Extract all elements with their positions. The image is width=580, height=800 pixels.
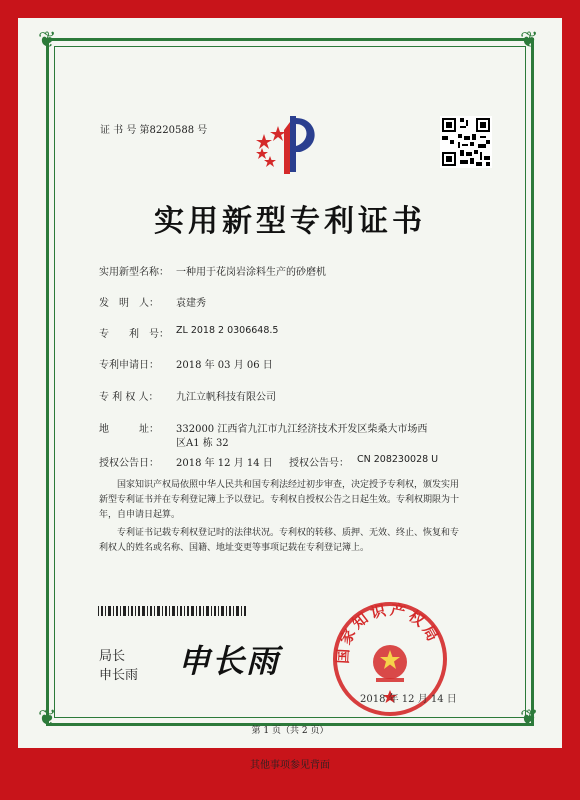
corner-ornament-top-left: ❦ <box>38 28 57 53</box>
address-label: 地 址： <box>99 424 159 435</box>
patentee-value: 九江立帆科技有限公司 <box>176 392 276 403</box>
page-indicator: 第 1 页（共 2 页） <box>251 726 329 736</box>
corner-ornament-bottom-left: ❦ <box>38 706 57 731</box>
grant-date-value: 2018 年 12 月 14 日 <box>176 458 273 469</box>
application-date-label: 专利申请日： <box>99 360 159 371</box>
qr-code-icon <box>440 116 492 168</box>
patent-number-value: ZL 2018 2 0306648.5 <box>176 325 279 336</box>
inventor-value: 袁建秀 <box>176 298 206 309</box>
certificate-title: 实用新型专利证书 <box>154 204 426 239</box>
grant-number-value: CN 208230028 U <box>357 454 439 465</box>
director-signature: 申长雨 <box>178 642 281 680</box>
utility-model-name-label: 实用新型名称： <box>99 267 169 278</box>
barcode-icon <box>98 606 248 616</box>
seal-date: 2018 年 12 月 14 日 <box>360 694 457 705</box>
inventor-label: 发 明 人： <box>99 298 159 309</box>
patentee-label: 专 利 权 人： <box>99 392 159 403</box>
statement-paragraph-1-line-1: 国家知识产权局依照中华人民共和国专利法经过初步审查，决定授予专利权，颁发实用 <box>117 480 460 490</box>
grant-date-label: 授权公告日： <box>99 458 159 469</box>
statement-paragraph-2-line-2: 利权人的姓名或名称、国籍、地址变更等事项记载在专利登记簿上。 <box>99 543 370 553</box>
application-date-value: 2018 年 03 月 06 日 <box>176 360 273 371</box>
corner-ornament-top-right: ❦ <box>520 28 539 53</box>
director-title: 局长 <box>99 649 126 664</box>
patent-number-label: 专 利 号： <box>99 329 169 340</box>
utility-model-name-value: 一种用于花岗岩涂料生产的砂磨机 <box>176 267 326 278</box>
grant-number-label: 授权公告号： <box>289 458 349 469</box>
address-line-2: 区A1 栋 32 <box>176 438 229 449</box>
cnipa-emblem-icon <box>256 112 328 180</box>
director-name: 申长雨 <box>99 668 139 683</box>
certificate-number: 证 书 号 第8220588 号 <box>100 125 208 136</box>
statement-paragraph-1-line-3: 年，自申请日起算。 <box>99 510 181 520</box>
corner-ornament-bottom-right: ❦ <box>520 706 539 731</box>
svg-text:国家知识产权局: 国家知识产权局 <box>333 600 444 665</box>
address-line-1: 332000 江西省九江市九江经济技术开发区柴桑大市场西 <box>176 424 428 435</box>
back-note: 其他事项参见背面 <box>250 760 330 771</box>
statement-paragraph-2-line-1: 专利证书记载专利权登记时的法律状况。专利权的转移、质押、无效、终止、恢复和专 <box>117 528 460 538</box>
statement-paragraph-1-line-2: 新型专利证书并在专利登记簿上予以登记。专利权自授权公告之日起生效。专利权期限为十 <box>99 495 460 505</box>
